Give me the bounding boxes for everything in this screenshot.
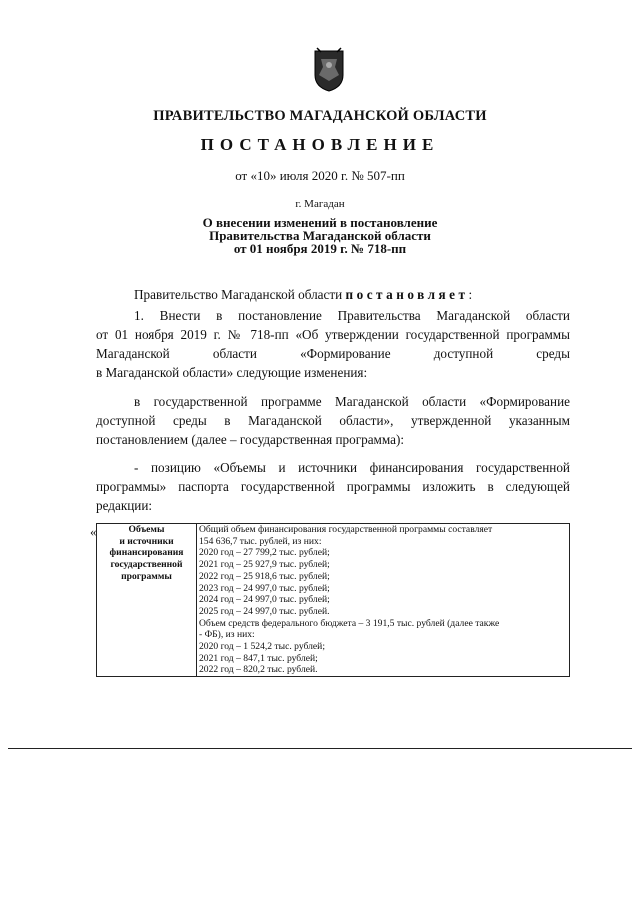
paragraph-line: в государственной программе Магаданской области «Формирование: [134, 394, 570, 409]
header-line: финансирования: [109, 547, 184, 559]
coat-of-arms-icon: [305, 45, 353, 93]
paragraph-line: - позицию «Объемы и источники финансирования государственной: [134, 460, 570, 475]
intro-suffix: :: [468, 287, 473, 302]
page-divider: [8, 748, 632, 749]
paragraph-line: доступной среды в Магаданской области», утвержденной указанным: [96, 413, 570, 428]
intro-paragraph: [96, 285, 570, 304]
paragraph-line: постановлением (далее – государственная программа):: [96, 432, 405, 447]
subject-line: от 01 ноября 2019 г. № 718-пп: [233, 241, 407, 256]
position-paragraph: [96, 458, 570, 515]
subject-line: О внесении изменений в постановление: [202, 215, 438, 230]
header-line: и источники: [119, 535, 174, 547]
paragraph-line: программы» паспорта государственной программы изложить в следующей: [96, 479, 570, 494]
intro-verb: постановляет: [345, 287, 469, 302]
table-line: Общий объем финансирования государственной программы составляет: [199, 524, 493, 535]
open-quote: «: [90, 524, 97, 539]
financing-table: [96, 523, 570, 677]
table-line: 2020 год – 1 524,2 тыс. рублей;: [199, 641, 325, 653]
header-line: Объемы: [128, 524, 165, 535]
paragraph-line: в Магаданской области» следующие изменения:: [96, 365, 368, 380]
table-line: 2020 год – 27 799,2 тыс. рублей;: [199, 547, 330, 559]
table-line: 2024 год – 24 997,0 тыс. рублей;: [199, 594, 330, 606]
table-line: 2022 год – 820,2 тыс. рублей.: [199, 664, 318, 676]
program-paragraph: [96, 392, 570, 449]
table-header-cell: [97, 524, 197, 677]
paragraph-line: 1. Внести в постановление Правительства Магаданской области: [134, 308, 570, 323]
document-type: ПОСТАНОВЛЕНИЕ: [200, 135, 440, 154]
item-1-paragraph: [96, 306, 570, 382]
table-line: 154 636,7 тыс. рублей, из них:: [199, 535, 322, 547]
table-line: 2021 год – 25 927,9 тыс. рублей;: [199, 559, 330, 571]
document-subject: [0, 216, 640, 255]
paragraph-line: редакции:: [96, 498, 153, 513]
subject-line: Правительства Магаданской области: [209, 228, 431, 243]
table-line: 2022 год – 25 918,6 тыс. рублей;: [199, 570, 330, 582]
table-line: 2021 год – 847,1 тыс. рублей;: [199, 652, 318, 664]
header-line: государственной: [110, 559, 183, 571]
table-content-cell: [197, 524, 570, 677]
table-line: - ФБ), из них:: [199, 629, 255, 641]
date-line: от «10» июля 2020 г. № 507-пп: [235, 168, 405, 183]
header-line: программы: [121, 570, 172, 582]
intro-prefix: Правительство Магаданской области: [134, 287, 343, 302]
city: г. Магадан: [295, 198, 345, 210]
table-row: [97, 524, 570, 677]
table-line: 2025 год – 24 997,0 тыс. рублей.: [199, 605, 330, 617]
paragraph-line: от 01 ноября 2019 г. № 718-пп «Об утверждении государственной программы: [96, 327, 570, 342]
table-line: 2023 год – 24 997,0 тыс. рублей;: [199, 582, 330, 594]
government-title: ПРАВИТЕЛЬСТВО МАГАДАНСКОЙ ОБЛАСТИ: [153, 108, 487, 124]
table-line: Объем средств федерального бюджета – 3 191,5 тыс. рублей (далее также: [199, 617, 500, 629]
paragraph-line: Магаданской области «Формирование доступной среды: [96, 346, 570, 361]
